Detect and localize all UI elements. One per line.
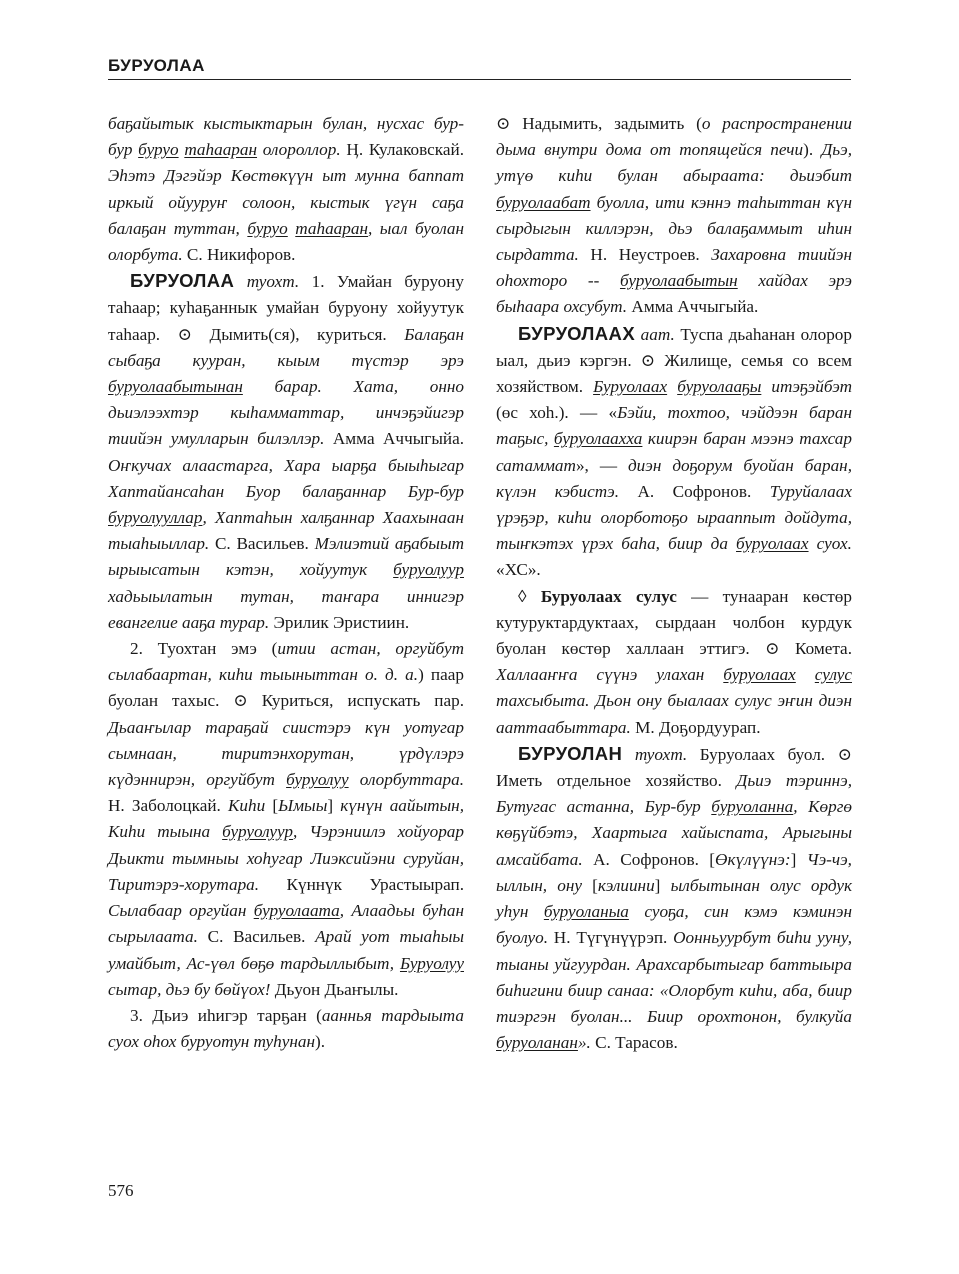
- plain-text: С. Васильев.: [209, 534, 315, 554]
- italic-text: ылбытынан олус ордук уһун: [496, 875, 852, 922]
- italic-text: барар. Хата, онно дьиэлээхтэр кыһамматтар, инчэҕэйигэр тиийэн умулларын билэллэр.: [108, 377, 464, 449]
- underlined-headword-form: буруоланыа: [543, 902, 629, 922]
- italic-text: Арай уот тыаһыы умайбыт, Ас-үөл бөҕө тардыллыбыт,: [108, 927, 465, 973]
- plain-text: ]: [790, 849, 807, 869]
- italic-text: [667, 377, 677, 396]
- plain-text: Эрилик Эристиин.: [269, 612, 410, 632]
- underlined-headword-form: буруолааҕы: [677, 377, 762, 397]
- plain-text: Амма Аччыгыйа.: [627, 297, 759, 317]
- plain-text: Ӊ. Кулаковскай.: [340, 140, 464, 160]
- italic-text: сытар, дьэ бу бөйүох!: [108, 979, 271, 999]
- plain-text: С. Никифоров.: [182, 245, 296, 265]
- plain-text: 1. Умайан буруону таһаар; куһаҕаннык умайан буруону хойуутук таһаар. ⊙ Дымить(ся), куриться.: [108, 272, 464, 344]
- plain-text: Н. Түгүнүүрэп.: [548, 928, 674, 948]
- underlined-headword-form: буруолаахха: [553, 429, 643, 449]
- underlined-headword-form: буруо: [247, 218, 288, 238]
- dictionary-paragraph: [108, 268, 464, 636]
- italic-text: [677, 377, 761, 396]
- italic-text: ааннья тардыыта суох оһох буруотун туһунан: [108, 1005, 464, 1052]
- italic-text: [815, 665, 852, 684]
- italic-text: киирэн баран мээнэ тахсар сатаммат: [496, 429, 852, 475]
- plain-text: (өс хоһ.). — «: [496, 403, 618, 423]
- italic-text: [736, 534, 809, 553]
- italic-text: [254, 901, 340, 920]
- italic-text: Оҥкучах алаастарга, Хара ыарҕа быыһыгар Хаптайансаһан Буор балаҕаннар Бур-бур: [108, 455, 464, 501]
- dictionary-paragraph: [496, 111, 852, 321]
- italic-text: Захаровна тиийэн оһохторо --: [496, 245, 852, 291]
- plain-text: ).: [803, 140, 822, 160]
- plain-text: Н. Неустроев.: [578, 245, 712, 265]
- italic-text: [711, 797, 793, 816]
- underlined-headword-form: буруоланан: [496, 1033, 578, 1053]
- plain-text: 2. Туохтан эмэ (: [130, 639, 278, 659]
- italic-text: , Алаадьы буһан сырылаата.: [108, 901, 464, 947]
- italic-text: [138, 140, 178, 159]
- italic-text: Сылабаар оргуйан: [108, 901, 254, 921]
- italic-text: [496, 1033, 578, 1052]
- italic-text: Киһи: [227, 796, 266, 816]
- italic-text: олорбуттара.: [348, 770, 465, 790]
- italic-text: суоҕа, син кэмэ кэминэн буолуо.: [496, 902, 852, 948]
- italic-text: кэлиини: [597, 875, 655, 895]
- plain-text: С. Васильев.: [197, 927, 316, 947]
- underlined-headword-form: буруолуу: [286, 770, 349, 790]
- italic-text: Чэ-чэ, ыллын, ону: [496, 849, 852, 895]
- dictionary-paragraph: [496, 321, 852, 584]
- underlined-headword-form: Буруолуу: [399, 953, 464, 973]
- italic-text: хайдах эрэ быһаара охсубут.: [496, 271, 852, 317]
- italic-text: [286, 770, 349, 789]
- italic-text: хадьыылатын тутан, таҥара иннигэр евангелие ааҕа турар.: [108, 586, 464, 632]
- plain-text: А. Софронов.: [619, 481, 770, 501]
- italic-text: [184, 140, 257, 159]
- headword: БУРУОЛАН: [518, 742, 623, 764]
- underlined-headword-form: буруолаабытын: [619, 271, 738, 291]
- underlined-headword-form: буруолаабат: [496, 192, 591, 212]
- plain-text: ]: [654, 875, 671, 895]
- underlined-headword-form: сулус: [814, 665, 852, 685]
- underlined-headword-form: буруолаабытынан: [108, 377, 243, 397]
- italic-text: күнүн аайытын, Киһи тыына: [108, 796, 464, 842]
- italic-text: Дьааҥылар тараҕай сиистэрэ күн уотугар сымнаан, тиритэнхорутан, үрдүлэрэ күдэннирэн, оргуйбут: [108, 717, 464, 790]
- dictionary-paragraph: [496, 741, 852, 1056]
- italic-text: ».: [577, 1033, 591, 1053]
- italic-text: , Чэрэниилэ хойуорар Дьикти тымныы хоһугар Лиэксийэни суруйан, Тиритэрэ-хорутара.: [108, 822, 464, 894]
- underlined-headword-form: буруо: [138, 140, 179, 160]
- plain-text: [: [265, 796, 279, 816]
- italic-text: туохт.: [234, 272, 300, 292]
- italic-text: суох.: [808, 534, 852, 554]
- page-number: 576: [108, 1181, 134, 1200]
- headword: БУРУОЛААХ: [518, 322, 636, 344]
- dictionary-paragraph: [108, 111, 464, 268]
- plain-text: М. Доҕордуурап.: [630, 717, 761, 737]
- italic-text: Дьэ, утүө киһи булан абыраата: дьиэбит: [496, 140, 853, 186]
- italic-text: Дьиэ тэриннэ, Бутугас астанна, Бур-бур: [496, 771, 852, 817]
- left-column: [108, 111, 464, 1055]
- italic-text: [620, 271, 738, 290]
- italic-text: [400, 954, 464, 973]
- plain-text: », —: [575, 455, 628, 475]
- italic-text: Эһэтэ Дэгэйэр Көстөкүүн ыт мунна баппат иркый ойууруҥ солоон, кыстык үгүн саҕа балаҕан туттан,: [108, 166, 464, 238]
- plain-text: [: [582, 875, 598, 895]
- italic-text: [295, 219, 368, 238]
- italic-text: [108, 377, 243, 396]
- italic-text: [554, 429, 643, 448]
- italic-text: Бэйи, тохтоо, чэйдээн баран таҕыс,: [496, 403, 852, 449]
- sub-headword: Буруолаах сулус: [540, 586, 677, 606]
- italic-text: баҕайытык кыстыктарын булан, нусхас бур-бур: [108, 114, 464, 160]
- underlined-headword-form: буруолууллар: [108, 508, 203, 528]
- italic-text: [222, 822, 293, 841]
- italic-text: туохт.: [622, 744, 688, 764]
- plain-text: А. Софронов. [: [582, 849, 716, 869]
- italic-text: , Хаптаһын халҕаннар Хаахынаан тыаһыыллар.: [108, 508, 464, 554]
- underlined-headword-form: буруолаах: [723, 665, 796, 685]
- italic-text: [496, 193, 591, 212]
- underlined-headword-form: Буруолаах: [593, 377, 668, 397]
- running-header: [108, 56, 851, 80]
- italic-text: Өкүлүүнэ:: [715, 849, 791, 869]
- header-title: БУРУОЛАА: [108, 56, 205, 75]
- plain-text: ]: [327, 796, 341, 816]
- italic-text: [108, 508, 202, 527]
- italic-text: [247, 219, 287, 238]
- italic-text: Балаҕан сыбаҕа кууран, кыым түстэр эрэ: [108, 324, 464, 370]
- plain-text: С. Тарасов.: [590, 1033, 678, 1053]
- underlined-headword-form: буруолуур: [222, 822, 294, 842]
- italic-text: Оонньуурбут биһи ууну, тыаны уйгуурдан. Арахсарбытыгар баттыыра биһигини биир санаа: «Олорбут киһи, аба, биир тиэргэн буолан... Биир орохтонон, булкуйа: [496, 928, 852, 1026]
- italic-text: [393, 560, 464, 579]
- plain-text: «ХС».: [496, 560, 541, 580]
- italic-text: [796, 665, 815, 684]
- dictionary-paragraph: [108, 1003, 464, 1055]
- underlined-headword-form: буруолаата: [253, 901, 340, 921]
- italic-text: [723, 665, 796, 684]
- italic-text: итэҕэйбэт: [761, 377, 852, 397]
- underlined-headword-form: буруоланна: [711, 797, 794, 817]
- headword: БУРУОЛАА: [130, 270, 235, 292]
- plain-text: Туспа дьаһанан олорор ыал, дьиэ кэргэн. ⊙ Жилище, семья со всем хозяйством.: [496, 324, 852, 397]
- dictionary-paragraph: [108, 636, 464, 1003]
- underlined-headword-form: таһааран: [184, 140, 258, 160]
- italic-text: Мэлиэтий аҕабыыт ырыысатын кэтэн, хойуутук: [108, 534, 465, 580]
- plain-text: — тунааран көстөр кутуруктардуктаах, сырдаан чолбон курдук буолан көстөр халлаан эттигэ. ⊙ Комета.: [496, 586, 852, 659]
- dictionary-paragraph: [496, 584, 852, 741]
- underlined-headword-form: таһааран: [295, 218, 368, 238]
- italic-text: тахсыбыта. Дьон ону быалаах сулус эҥин диэн ааттаабыттара.: [496, 691, 852, 737]
- plain-text: 3. Дьиэ иһигэр тарҕан (: [130, 1005, 322, 1025]
- italic-text: диэн доҕорум буойан баран, күлэн кэбистэ.: [496, 455, 852, 501]
- plain-text: Буруолаах буол. ⊙ Иметь отдельное хозяйство.: [496, 744, 852, 791]
- italic-text: аат.: [635, 324, 675, 344]
- italic-text: буолла, ити кэннэ таһыттан күн сырдыгын киллэрэн, дьэ балаҕаммыт иһин сырдатта.: [496, 192, 852, 265]
- italic-text: Халлааҥҥа сүүнэ улахан: [496, 665, 724, 685]
- italic-text: итии астан, оргуйбут сылабаартан, киһи тыыныттан о. д. а.: [108, 639, 464, 685]
- plain-text: Күннүк Урастыырап.: [259, 874, 464, 894]
- italic-text: [593, 377, 667, 396]
- underlined-headword-form: буруолаах: [736, 534, 809, 554]
- italic-text: , ыал буолан олорбута.: [108, 218, 465, 265]
- italic-text: Ымыы: [278, 796, 328, 816]
- italic-text: о распространении дыма внутри дома от топящейся печи: [496, 114, 852, 160]
- plain-text: Н. Заболоцкай.: [108, 796, 228, 816]
- underlined-headword-form: буруолуур: [393, 560, 464, 580]
- italic-text: олороллор.: [257, 140, 341, 160]
- italic-text: [544, 902, 629, 921]
- plain-text: ).: [315, 1032, 326, 1052]
- plain-text: ) паар буолан тахыс. ⊙ Куриться, испускать пар.: [108, 665, 464, 711]
- plain-text: ⊙ Надымить, задымить (: [496, 114, 702, 133]
- right-column: [496, 111, 852, 1056]
- plain-text: ◊: [518, 586, 541, 606]
- italic-text: , Көргө көҕүйбэтэ, Хаартыга хайыспата, Арыгыны амсайбата.: [496, 797, 852, 869]
- italic-text: Туруйалаах үрэҕэр, киһи олорботоҕо ырааппыт дойдута, тыҥкэтэх үрэх баһа, биир да: [496, 481, 852, 554]
- plain-text: Амма Аччыгыйа.: [324, 429, 464, 449]
- plain-text: Дьуон Дьаҥылы.: [270, 979, 399, 999]
